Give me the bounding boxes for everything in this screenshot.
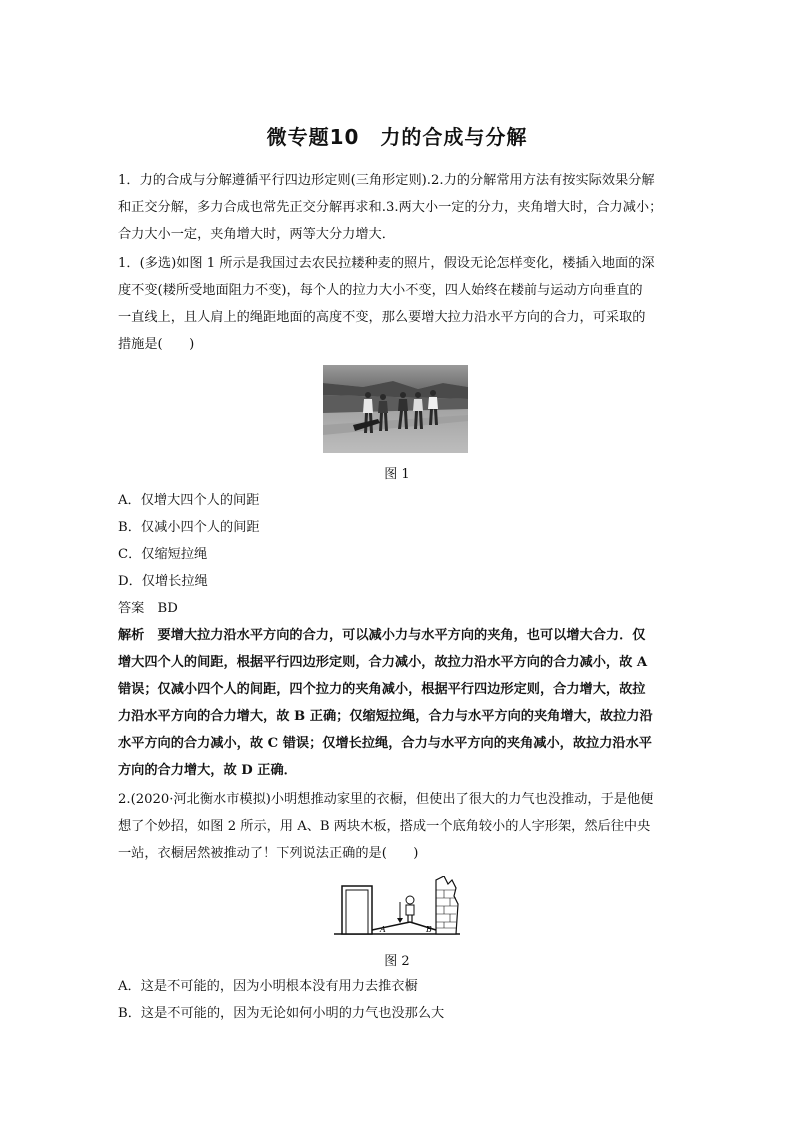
farmers-photo: [323, 365, 468, 453]
question-2-stem: 2.(2020·河北衡水市模拟)小明想推动家里的衣橱，但使出了很大的力气也没推动，于是他便: [118, 792, 654, 807]
figure-2-caption: 图 2: [384, 954, 410, 969]
option-a: A．仅增大四个人的间距: [118, 493, 260, 508]
intro-line: 1．力的合成与分解遵循平行四边形定则(三角形定则).2.力的分解常用方法有按实际效果分解: [118, 173, 655, 188]
question-2-stem: 一站，衣橱居然被推动了！下列说法正确的是( ): [118, 846, 419, 861]
analysis-line: 方向的合力增大，故 D 正确．: [118, 763, 297, 778]
figure-1-caption: 图 1: [384, 467, 410, 482]
analysis-line: 水平方向的合力减小，故 C 错误；仅增长拉绳，合力与水平方向的夹角减小，故拉力沿水平: [118, 736, 652, 751]
option-b: B．这是不可能的，因为无论如何小明的力气也没那么大: [118, 1006, 445, 1021]
question-1-stem: 措施是( ): [118, 337, 195, 352]
board-a-label: A: [380, 925, 386, 934]
analysis-line: 解析 要增大拉力沿水平方向的合力，可以减小力与水平方向的夹角，也可以增大合力．仅: [118, 628, 646, 643]
page-title: 微专题10 力的合成与分解: [266, 125, 528, 149]
question-2-stem: 想了个妙招，如图 2 所示，用 A、B 两块木板，搭成一个底角较小的人字形架，然后往中央: [118, 819, 651, 834]
option-b: B．仅减小四个人的间距: [118, 520, 260, 535]
intro-line: 合力大小一定，夹角增大时，两等大分力增大．: [118, 227, 395, 242]
analysis-line: 增大四个人的间距，根据平行四边形定则，合力减小，故拉力沿水平方向的合力减小，故 A: [118, 655, 648, 670]
wardrobe-diagram: [334, 876, 464, 940]
question-1-stem: 一直线上，且人肩上的绳距地面的高度不变，那么要增大拉力沿水平方向的合力，可采取的: [118, 310, 646, 325]
option-a: A．这是不可能的，因为小明根本没有用力去推衣橱: [118, 979, 418, 994]
intro-line: 和正交分解，多力合成也常先正交分解再求和.3.两大小一定的分力，夹角增大时，合力减小；: [118, 200, 663, 215]
analysis-line: 力沿水平方向的合力增大，故 B 正确；仅缩短拉绳，合力与水平方向的夹角增大，故拉力沿: [118, 709, 653, 724]
option-d: D．仅增长拉绳: [118, 574, 208, 589]
question-1-stem: 1．(多选)如图 1 所示是我国过去农民拉耧种麦的照片，假设无论怎样变化，楼插入地面的深: [118, 256, 655, 271]
question-1-stem: 度不变(耧所受地面阻力不变)，每个人的拉力大小不变，四人始终在耧前与运动方向垂直的: [118, 283, 643, 298]
board-b-label: B: [426, 925, 432, 934]
option-c: C．仅缩短拉绳: [118, 547, 208, 562]
answer: 答案 BD: [118, 601, 178, 616]
analysis-line: 错误；仅减小四个人的间距，四个拉力的夹角减小，根据平行四边形定则，合力增大，故拉: [118, 682, 646, 697]
